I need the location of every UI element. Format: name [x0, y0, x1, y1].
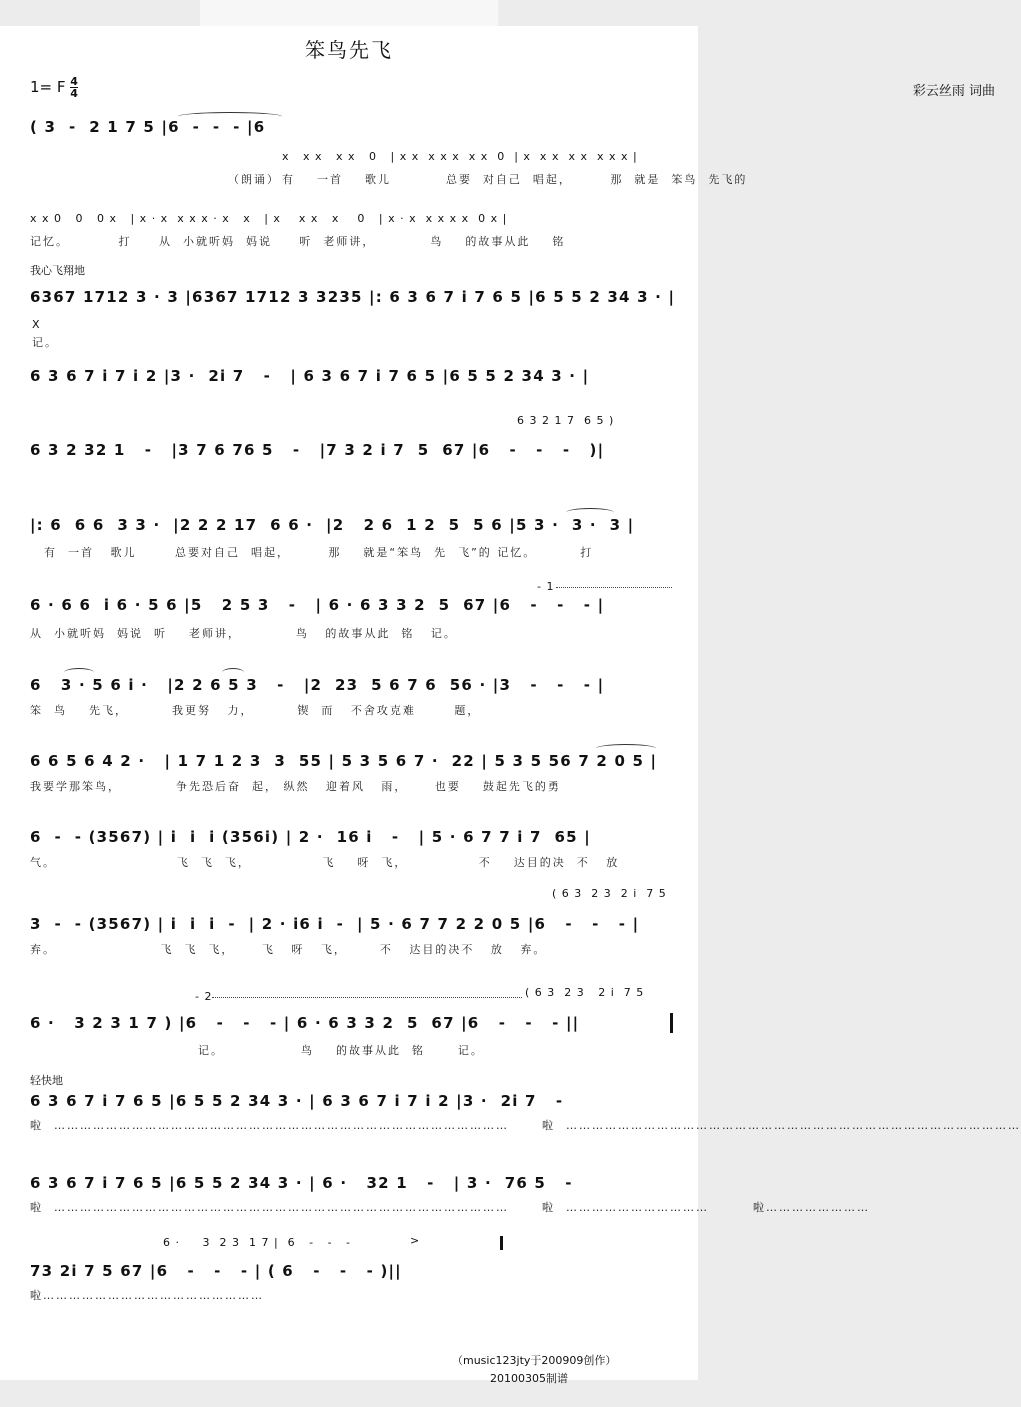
ending-bracket — [212, 997, 522, 998]
notation-line: 6 3 6 7 i 7 6 5 |6 5 5 2 34 3 · | 6 · 32 1 - | 3 · 76 5 - — [30, 1174, 573, 1192]
lyric-line: 气。 飞 飞 飞， 飞 呀 飞， 不 达目的决 不 放 — [30, 856, 620, 869]
notation-line: 6 3 · 5 6 i · |2 2 6 5 3 - |2 23 5 6 7 6 56 · |3 - - - | — [30, 676, 605, 694]
notation-line: 6 6 5 6 4 2 · | 1 7 1 2 3 3 55 | 5 3 5 6 7 · 22 | 5 3 5 56 7 2 0 5 | — [30, 752, 658, 770]
decrescendo-mark: > — [410, 1234, 421, 1247]
key-label: 1= F — [30, 78, 66, 96]
ending-mark: - 2 — [195, 990, 213, 1003]
section-marking: 轻快地 — [30, 1074, 63, 1087]
lyric-line: 啦 …………………………………………………………………………………………… 啦 …………………………………………………………………………………………… — [30, 1119, 1021, 1132]
lyric-line: 记忆。 打 从 小就听妈 妈说 听 老师讲， 鸟 的故事从此 铭 — [30, 235, 566, 248]
time-signature — [70, 76, 78, 99]
rhythm-line: x x x x x 0 | x x x x x x x 0 | x x x x x x x x | — [282, 150, 638, 163]
slur-mark — [178, 112, 282, 121]
notation-line: 6 3 2 32 1 - |3 7 6 76 5 - |7 3 2 i 7 5 67 |6 - - - )| — [30, 441, 605, 459]
rhythm-line: 6 · 3 2 3 1 7 | 6 - - - — [163, 1236, 352, 1249]
lyric-line: 有 一首 歌儿 总要 对自己 唱起， 那 就是 笨鸟 先飞的 — [282, 173, 748, 186]
song-title: 笨鸟先飞 — [305, 38, 393, 62]
footer-date: 20100305制谱 — [490, 1372, 568, 1385]
recite-label: （朗诵） — [228, 173, 280, 186]
notation-line: 6 3 6 7 i 7 i 2 |3 · 2i 7 - | 6 3 6 7 i 7 6 5 |6 5 5 2 34 3 · | — [30, 367, 590, 385]
ending-bracket — [556, 587, 672, 588]
meter-top: 4 — [70, 75, 78, 88]
notation-line: 6 · 6 6 i 6 · 5 6 |5 2 5 3 - | 6 · 6 3 3 2 5 67 |6 - - - | — [30, 596, 605, 614]
rhythm-line: ( 6 3 2 3 2 i 7 5 — [525, 986, 645, 999]
lyric-line: 啦 …………………………………………………………………………………………… 啦 …………………………… 啦…………………… — [30, 1201, 870, 1214]
lyric-line: 记。 鸟 的故事从此 铭 记。 — [198, 1044, 484, 1057]
notation-line: 6 · 3 2 3 1 7 ) |6 - - - | 6 · 6 3 3 2 5 67 |6 - - - || — [30, 1014, 580, 1032]
lyric-line: X — [32, 318, 41, 331]
ending-mark: - 1 — [537, 580, 555, 593]
notation-line: ( 3 - 2 1 7 5 |6 - - - |6 — [30, 118, 266, 136]
slur-mark — [64, 668, 94, 677]
top-strip — [200, 0, 498, 26]
footer-credit: （music123jty于200909创作） — [452, 1354, 617, 1367]
lyric-line-remnant: 记。 — [32, 336, 58, 349]
final-barline — [500, 1236, 503, 1250]
notation-line: 6367 1712 3 · 3 |6367 1712 3 3235 |: 6 3 6 7 i 7 6 5 |6 5 5 2 34 3 · | — [30, 288, 676, 306]
final-barline — [670, 1013, 673, 1033]
notation-line: 73 2i 7 5 67 |6 - - - | ( 6 - - - )|| — [30, 1262, 402, 1280]
rhythm-line: 6 3 2 1 7 6 5 ) — [517, 414, 615, 427]
notation-line: |: 6 6 6 3 3 · |2 2 2 17 6 6 · |2 2 6 1 2 5 5 6 |5 3 · 3 · 3 | — [30, 516, 635, 534]
notation-line: 6 - - (3567) | i i i (356i) | 2 · 16 i - | 5 · 6 7 7 i 7 65 | — [30, 828, 591, 846]
lyric-line: 弃。 飞 飞 飞， 飞 呀 飞， 不 达目的决不 放 弃。 — [30, 943, 547, 956]
lyric-line: 笨 鸟 先飞， 我更努 力， 锲 而 不舍攻克难 题， — [30, 704, 481, 717]
key-signature — [30, 76, 78, 99]
meter-bottom: 4 — [70, 87, 78, 100]
lyric-line: 有 一首 歌儿 总要对自己 唱起， 那 就是“笨鸟 先 飞”的 记忆。 打 — [44, 546, 594, 559]
section-marking: 我心飞翔地 — [30, 264, 85, 277]
notation-line: 3 - - (3567) | i i i - | 2 · i6 i - | 5 · 6 7 7 2 2 0 5 |6 - - - | — [30, 915, 640, 933]
rhythm-line: ( 6 3 2 3 2 i 7 5 — [552, 887, 667, 900]
slur-mark — [596, 744, 656, 753]
lyric-line: 从 小就听妈 妈说 听 老师讲， 鸟 的故事从此 铭 记。 — [30, 627, 457, 640]
slur-mark — [566, 508, 614, 517]
lyric-line: 我要学那笨鸟， 争先恐后奋 起， 纵然 迎着风 雨， 也要 鼓起先飞的勇 — [30, 780, 561, 793]
author-credit: 彩云丝雨 词曲 — [912, 84, 995, 99]
notation-line: 6 3 6 7 i 7 6 5 |6 5 5 2 34 3 · | 6 3 6 7 i 7 i 2 |3 · 2i 7 - — [30, 1092, 564, 1110]
rhythm-line: x x 0 0 0 x | x · x x x x · x x | x x x x 0 | x · x x x x x 0 x | — [30, 212, 508, 225]
lyric-line: 啦…………………………………………… — [30, 1289, 264, 1302]
slur-mark — [222, 668, 244, 677]
